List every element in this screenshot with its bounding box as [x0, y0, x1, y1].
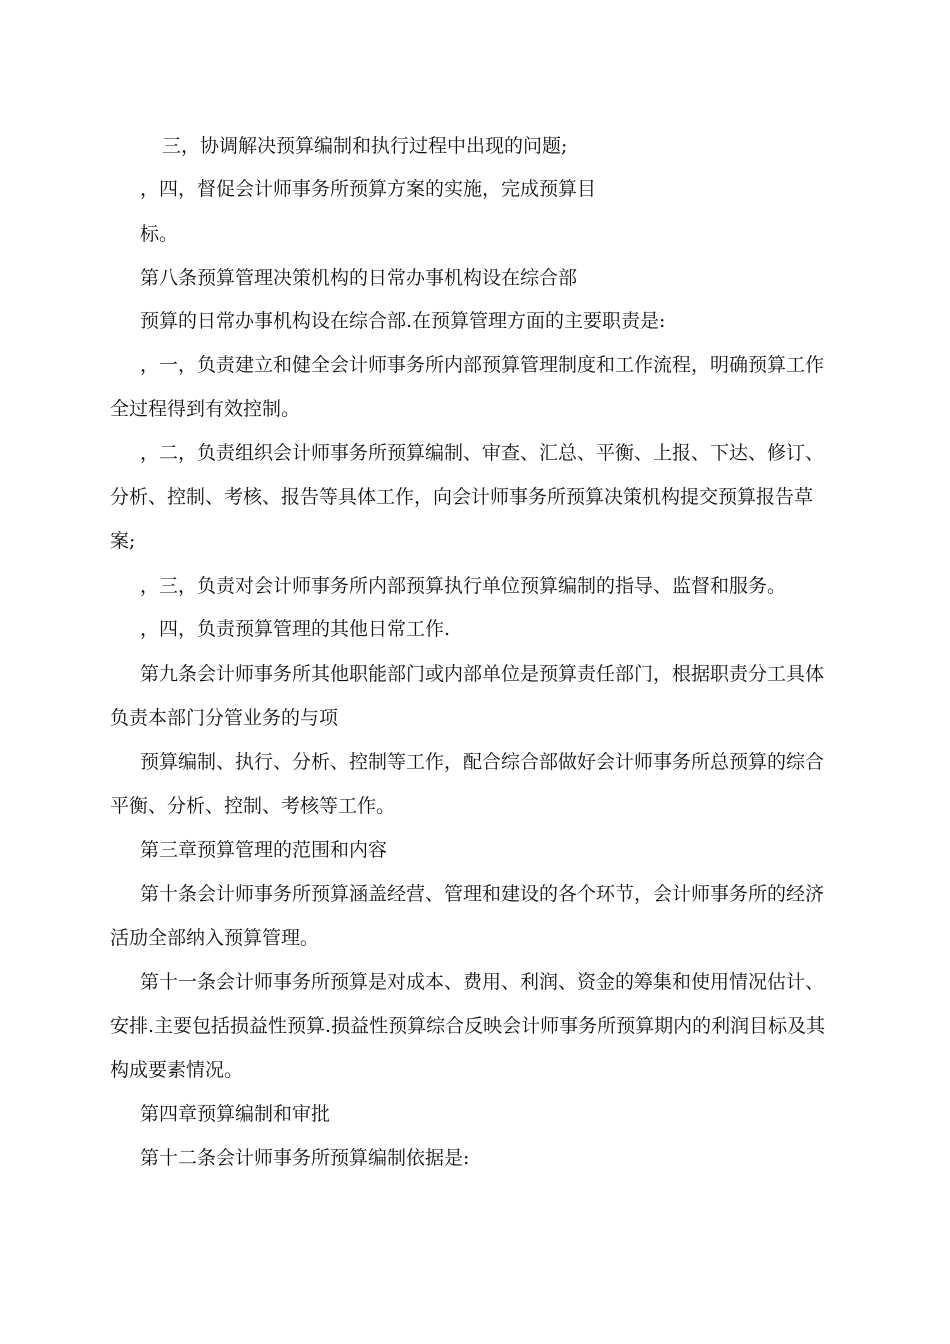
text-line: 活劢全部纳入预算管理。 — [110, 927, 320, 949]
text-line: 三，协调解决预算编制和执行过程中出现的问题; — [162, 135, 568, 157]
chapter-heading: 第四章预算编制和审批 — [140, 1103, 331, 1125]
text-line: 预算的日常办事机构设在综合部.在预算管理方面的主要职责是: — [140, 310, 666, 332]
section-heading: 第九条会计师事务所其他职能部门或内部单位是预算责任部门，根据职责分工具体 — [140, 663, 825, 685]
text-line: ，三，负责对会计师事务所内部预算执行单位预算编制的指导、监督和服务。 — [140, 575, 787, 597]
text-line: 安排.主要包括损益性预算.损益性预算综合反映会计师事务所预算期内的利润目标及其 — [110, 1015, 826, 1037]
text-line: 分析、控制、考核、报告等具体工作，向会计师事务所预算决策机构提交预算报告草 — [110, 486, 814, 508]
text-line: 标。 — [140, 223, 179, 245]
text-line: ，一，负责建立和健全会计师事务所内部预算管理制度和工作流程，明确预算工作 — [140, 354, 825, 376]
text-line: ，四，负责预算管理的其他日常工作. — [140, 618, 451, 640]
text-line: 平衡、分析、控制、考核等工作。 — [110, 795, 396, 817]
section-heading: 第十条会计师事务所预算涵盖经营、管理和建设的各个环节，会计师事务所的经济 — [140, 883, 825, 905]
text-line: 负责本部门分管业务的与项 — [110, 707, 339, 729]
section-heading: 第八条预算管理决策机构的日常办事机构设在综合部 — [140, 267, 578, 289]
text-line: ，二，负责组织会计师事务所预算编制、审查、汇总、平衡、上报、下达、修订、 — [140, 442, 825, 464]
text-line: ，四，督促会计师事务所预算方案的实施，完成预算目 — [140, 178, 597, 200]
text-line: 案; — [110, 530, 136, 552]
section-heading: 第十一条会计师事务所预算是对成本、费用、利润、资金的筹集和使用情况估计、 — [140, 971, 825, 993]
chapter-heading: 第三章预算管理的范围和内容 — [140, 839, 388, 861]
text-line: 预算编制、执行、分析、控制等工作，配合综合部做好会计师事务所总预算的综合 — [140, 751, 825, 773]
section-heading: 第十二条会计师事务所预算编制依据是: — [140, 1147, 470, 1169]
text-line: 全过程得到有效控制。 — [110, 398, 301, 420]
text-line: 构成要素情况。 — [110, 1059, 244, 1081]
